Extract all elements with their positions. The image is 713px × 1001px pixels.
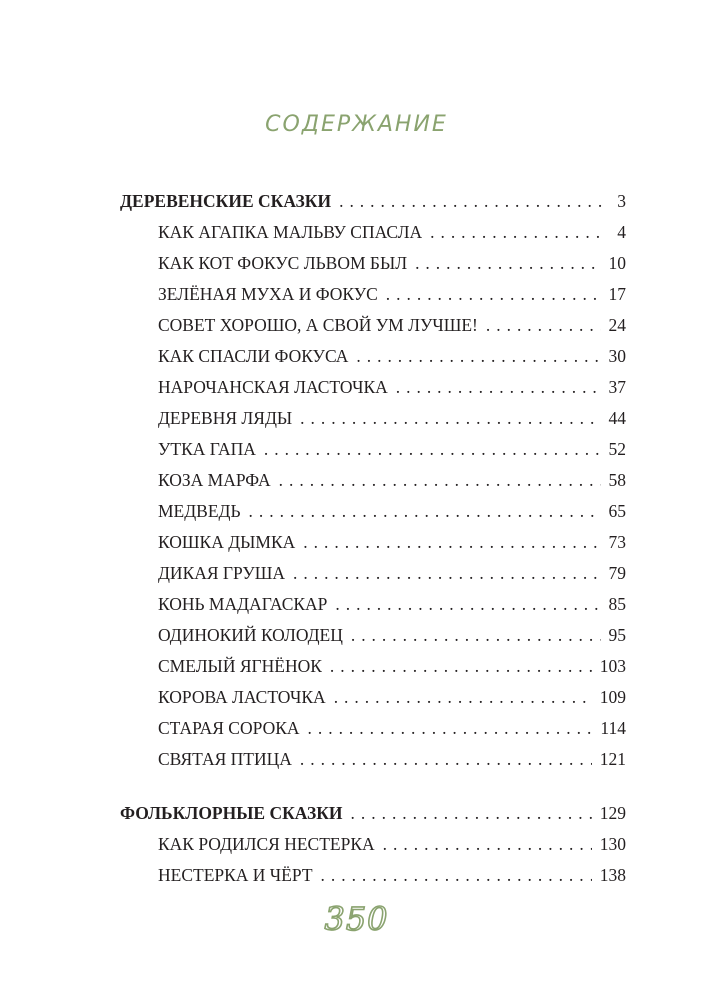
toc-section-heading[interactable] [120,798,626,829]
toc-entry[interactable] [120,217,626,248]
toc-page-number: 95 [608,625,626,645]
page-title: СОДЕРЖАНИЕ [265,112,448,137]
toc-page-number: 138 [599,865,626,885]
dot-leader [386,279,601,310]
toc-page-number: 52 [608,439,626,459]
dot-leader [356,341,600,372]
toc-entry[interactable] [120,403,626,434]
dot-leader [300,744,592,775]
dot-leader [339,186,604,217]
toc-entry-label: КОНЬ МАДАГАСКАР [158,594,328,614]
toc-entry[interactable] [120,310,626,341]
toc-entry-label: НАРОЧАНСКАЯ ЛАСТОЧКА [158,377,388,397]
toc-entry-label: ОДИНОКИЙ КОЛОДЕЦ [158,625,343,645]
toc-entry[interactable] [120,744,626,775]
toc-page-number: 30 [608,346,626,366]
dot-leader [415,248,600,279]
dot-leader [351,620,601,651]
dot-leader [308,713,593,744]
toc-page-number: 58 [608,470,626,490]
toc-page-number: 73 [608,532,626,552]
toc-page-number: 103 [599,656,626,676]
dot-leader [430,217,604,248]
toc-entry[interactable] [120,465,626,496]
dot-leader [303,527,600,558]
toc-entry-label: КАК КОТ ФОКУС ЛЬВОМ БЫЛ [158,253,408,273]
toc-entry[interactable] [120,589,626,620]
toc-entry-label: НЕСТЕРКА И ЧЁРТ [158,865,313,885]
toc-page-number: 85 [608,594,626,614]
toc-entry-label: КАК АГАПКА МАЛЬВУ СПАСЛА [158,222,423,242]
toc-entry[interactable] [120,558,626,589]
dot-leader [486,310,601,341]
toc-page-number: 17 [608,284,626,304]
dot-leader [279,465,601,496]
toc-entry[interactable] [120,496,626,527]
toc-page-number: 65 [608,501,626,521]
dot-leader [335,589,600,620]
toc-entry-label: ДИКАЯ ГРУША [158,563,286,583]
toc-entry[interactable] [120,434,626,465]
dot-leader [293,558,600,589]
toc-entry[interactable] [120,829,626,860]
toc-page-number: 3 [617,191,626,211]
toc-entry[interactable] [120,372,626,403]
toc-page-number: 121 [599,749,626,769]
toc-entry-label: СТАРАЯ СОРОКА [158,718,300,738]
dot-leader [351,798,592,829]
dot-leader [396,372,601,403]
toc-section-heading[interactable] [120,186,626,217]
toc-page-number: 10 [608,253,626,273]
toc-entry-label: СОВЕТ ХОРОШО, А СВОЙ УМ ЛУЧШЕ! [158,315,478,335]
toc-page-number: 44 [608,408,626,428]
toc-entry-label: УТКА ГАПА [158,439,256,459]
toc-page-number: 114 [600,718,626,738]
dot-leader [334,682,592,713]
toc-entry-label: КАК РОДИЛСЯ НЕСТЕРКА [158,834,375,854]
toc-entry-label: ЗЕЛЁНАЯ МУХА И ФОКУС [158,284,378,304]
toc-entry-label: СМЕЛЫЙ ЯГНЁНОК [158,656,322,676]
toc-entry[interactable] [120,341,626,372]
toc-entry[interactable] [120,279,626,310]
toc-page-number: 79 [608,563,626,583]
toc-page-number: 4 [617,222,626,242]
toc-entry-label: КОШКА ДЫМКА [158,532,296,552]
toc-page-number: 129 [599,803,626,823]
toc-entry-label: КОРОВА ЛАСТОЧКА [158,687,326,707]
page-number: 350 [324,900,389,938]
toc-entry-label: СВЯТАЯ ПТИЦА [158,749,292,769]
toc-entry-label: МЕДВЕДЬ [158,501,241,521]
toc-heading-label: ДЕРЕВЕНСКИЕ СКАЗКИ [120,191,332,211]
toc-section [120,186,626,775]
dot-leader [321,860,592,891]
toc-page-number: 37 [608,377,626,397]
toc-entry-label: КОЗА МАРФА [158,470,271,490]
toc-entry[interactable] [120,248,626,279]
toc-page-number: 109 [599,687,626,707]
toc-entry[interactable] [120,527,626,558]
dot-leader [249,496,601,527]
toc-entry[interactable] [120,651,626,682]
toc-entry[interactable] [120,682,626,713]
dot-leader [383,829,592,860]
toc-entry-label: КАК СПАСЛИ ФОКУСА [158,346,349,366]
dot-leader [330,651,592,682]
table-of-contents [120,186,626,891]
toc-entry[interactable] [120,860,626,891]
toc-page-number: 24 [608,315,626,335]
dot-leader [264,434,601,465]
toc-heading-label: ФОЛЬКЛОРНЫЕ СКАЗКИ [120,803,343,823]
toc-section [120,798,626,891]
toc-entry[interactable] [120,713,626,744]
dot-leader [300,403,600,434]
toc-entry[interactable] [120,620,626,651]
toc-page-number: 130 [599,834,626,854]
toc-entry-label: ДЕРЕВНЯ ЛЯДЫ [158,408,293,428]
